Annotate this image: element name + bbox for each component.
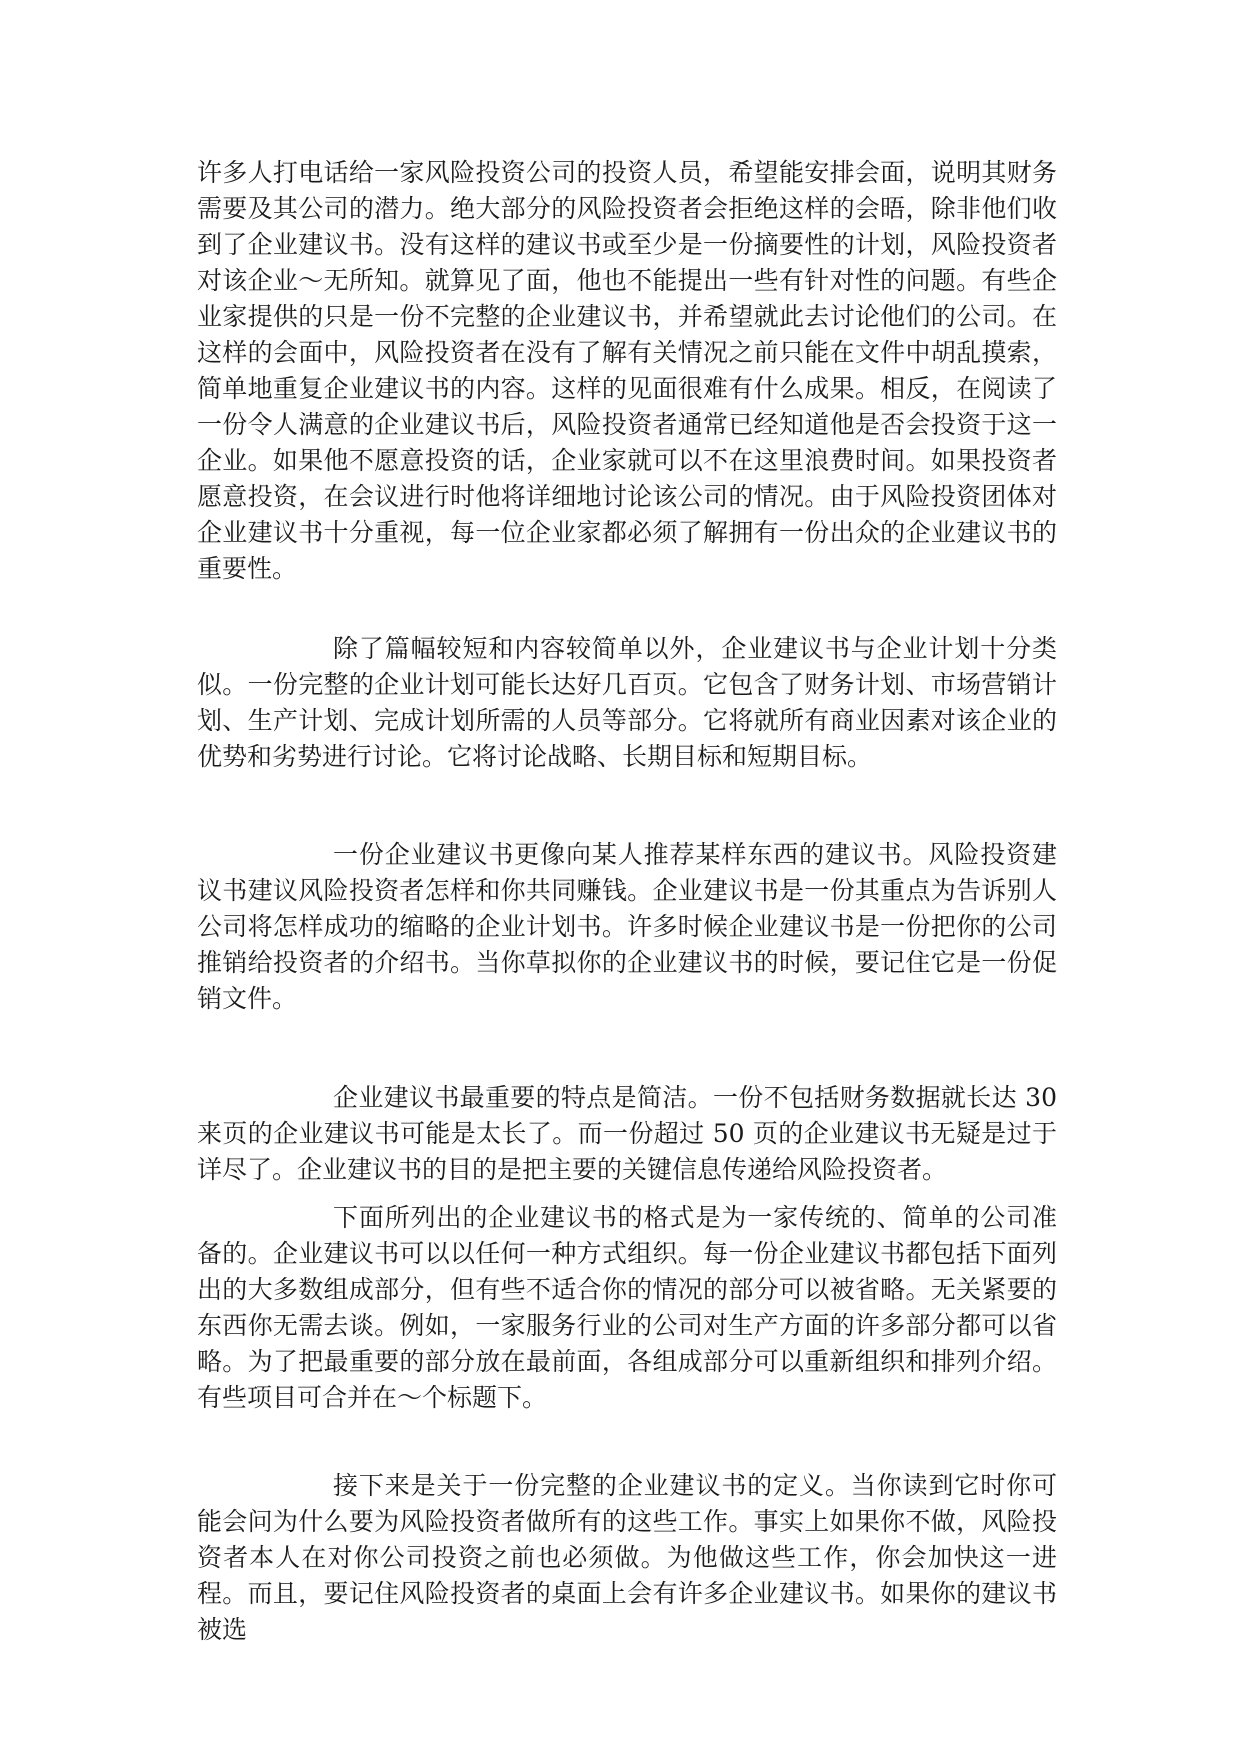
paragraph-5: 下面所列出的企业建议书的格式是为一家传统的、简单的公司准备的。企业建议书可以以任何一种方式组织。每一份企业建议书都包括下面列出的大多数组成部分，但有些不适合你的情况的部分可以被省略。无关紧要的东西你无需去谈。例如，一家服务行业的公司对生产方面的许多部分都可以省略。为了把最重要的部分放在最前面，各组成部分可以重新组织和排列介绍。有些项目可合并在～个标题下。 xyxy=(197,1203,1057,1412)
paragraph-2: 除了篇幅较短和内容较简单以外，企业建议书与企业计划十分类似。一份完整的企业计划可能长达好几百页。它包含了财务计划、市场营销计划、生产计划、完成计划所需的人员等部分。它将就所有商业因素对该企业的优势和劣势进行讨论。它将讨论战略、长期目标和短期目标。 xyxy=(197,634,1057,771)
paragraph-6: 接下来是关于一份完整的企业建议书的定义。当你读到它时你可能会问为什么要为风险投资者做所有的这些工作。事实上如果你不做，风险投资者本人在对你公司投资之前也必须做。为他做这些工作，你会加快这一进程。而且，要记住风险投资者的桌面上会有许多企业建议书。如果你的建议书被选 xyxy=(197,1471,1057,1644)
paragraph-3: 一份企业建议书更像向某人推荐某样东西的建议书。风险投资建议书建议风险投资者怎样和你共同赚钱。企业建议书是一份其重点为告诉别人公司将怎样成功的缩略的企业计划书。许多时候企业建议书是一份把你的公司推销给投资者的介绍书。当你草拟你的企业建议书的时候，要记住它是一份促销文件。 xyxy=(197,840,1057,1013)
paragraph-1: 许多人打电话给一家风险投资公司的投资人员，希望能安排会面，说明其财务需要及其公司的潜力。绝大部分的风险投资者会拒绝这样的会晤，除非他们收到了企业建议书。没有这样的建议书或至少是一份摘要性的计划，风险投资者对该企业～无所知。就算见了面，他也不能提出一些有针对性的问题。有些企业家提供的只是一份不完整的企业建议书，并希望就此去讨论他们的公司。在这样的会面中，风险投资者在没有了解有关情况之前只能在文件中胡乱摸索，简单地重复企业建议书的内容。这样的见面很难有什么成果。相反，在阅读了一份令人满意的企业建议书后，风险投资者通常已经知道他是否会投资于这一企业。如果他不愿意投资的话，企业家就可以不在这里浪费时间。如果投资者愿意投资，在会议进行时他将详细地讨论该公司的情况。由于风险投资团体对企业建议书十分重视，每一位企业家都必须了解拥有一份出众的企业建议书的重要性。 xyxy=(197,158,1057,583)
paragraph-4: 企业建议书最重要的特点是简洁。一份不包括财务数据就长达 30 来页的企业建议书可能是太长了。而一份超过 50 页的企业建议书无疑是过于详尽了。企业建议书的目的是把主要的关键信息传递给风险投资者。 xyxy=(197,1083,1057,1184)
